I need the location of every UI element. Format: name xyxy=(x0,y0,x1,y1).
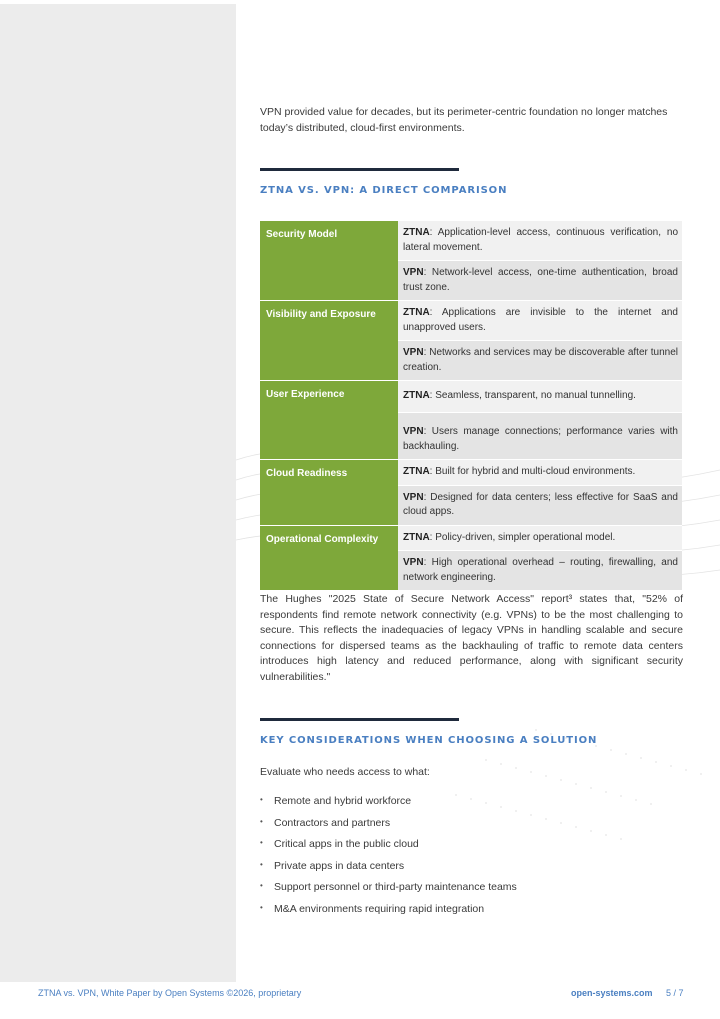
vpn-label: VPN xyxy=(403,347,424,358)
vpn-text: : High operational overhead – routing, firewalling, and network engineering. xyxy=(403,557,678,583)
ztna-text: : Applications are invisible to the internet and unapproved users. xyxy=(403,307,678,333)
ztna-label: ZTNA xyxy=(403,227,430,238)
intro-paragraph: VPN provided value for decades, but its perimeter-centric foundation no longer matches today’s distributed, cloud-first environments. xyxy=(260,106,668,134)
vpn-label: VPN xyxy=(403,491,424,503)
section-divider xyxy=(260,168,459,171)
ztna-label: ZTNA xyxy=(403,390,430,402)
category-cell: Security Model xyxy=(260,221,398,301)
footer-website-link[interactable]: open-systems.com xyxy=(571,988,653,998)
considerations-list xyxy=(260,795,517,925)
table-row xyxy=(260,381,682,413)
section-heading-comparison: ZTNA VS. VPN: A DIRECT COMPARISON xyxy=(260,185,508,196)
list-item: • Remote and hybrid workforce xyxy=(260,795,517,817)
table-row xyxy=(260,525,682,551)
table-row xyxy=(260,460,682,486)
left-sidebar-panel xyxy=(0,4,236,982)
table-row xyxy=(260,221,682,261)
vpn-text: : Designed for data centers; less effective for SaaS and cloud apps. xyxy=(403,491,678,517)
ztna-text: : Built for hybrid and multi-cloud environments. xyxy=(429,466,636,477)
section-heading-considerations: KEY CONSIDERATIONS WHEN CHOOSING A SOLUTION xyxy=(260,735,598,746)
list-item: • M&A environments requiring rapid integration xyxy=(260,903,517,925)
ztna-cell xyxy=(398,460,682,486)
list-item: • Private apps in data centers xyxy=(260,860,517,882)
ztna-text: : Application-level access, continuous verification, no lateral movement. xyxy=(403,227,678,253)
category-cell: Cloud Readiness xyxy=(260,460,398,526)
list-item: • Support personnel or third-party maintenance teams xyxy=(260,881,517,903)
comparison-table xyxy=(260,221,682,591)
vpn-text: : Users manage connections; performance varies with backhauling. xyxy=(403,426,678,452)
ztna-cell xyxy=(398,221,682,261)
category-cell: Visibility and Exposure xyxy=(260,301,398,381)
vpn-cell xyxy=(398,551,682,591)
section-divider xyxy=(260,718,459,721)
ztna-cell xyxy=(398,381,682,413)
hughes-quote-paragraph: The Hughes "2025 State of Secure Network Access" report³ states that, "52% of respondents find remote network connectivity (e.g. VPNs) to be the most challenging to secure. This reflects the inadequacies of legacy VPNs in handling scalable and secure connections for dispersed teams as the backhauling of traffic to remote data centers introduces high latency and reduced performance, along with significant security vulnerabilities." xyxy=(260,593,683,683)
vpn-cell xyxy=(398,261,682,301)
vpn-cell xyxy=(398,341,682,381)
footer-copyright: ZTNA vs. VPN, White Paper by Open Systems ©2026, proprietary xyxy=(38,988,302,998)
list-item: • Critical apps in the public cloud xyxy=(260,838,517,860)
ztna-text: : Policy-driven, simpler operational model. xyxy=(429,531,616,543)
ztna-label: ZTNA xyxy=(403,531,430,543)
vpn-label: VPN xyxy=(403,267,424,278)
category-cell: User Experience xyxy=(260,381,398,460)
vpn-cell xyxy=(398,413,682,460)
vpn-text: : Networks and services may be discoverable after tunnel creation. xyxy=(403,347,678,373)
vpn-label: VPN xyxy=(403,557,424,568)
ztna-cell xyxy=(398,525,682,551)
evaluate-intro: Evaluate who needs access to what: xyxy=(260,766,430,778)
vpn-text: : Network-level access, one-time authentication, broad trust zone. xyxy=(403,267,678,293)
vpn-label: VPN xyxy=(403,426,424,437)
list-item: • Contractors and partners xyxy=(260,817,517,839)
ztna-label: ZTNA xyxy=(403,466,430,477)
ztna-label: ZTNA xyxy=(403,307,430,318)
ztna-cell xyxy=(398,301,682,341)
table-row xyxy=(260,301,682,341)
ztna-text: : Seamless, transparent, no manual tunnelling. xyxy=(429,390,636,402)
category-cell: Operational Complexity xyxy=(260,525,398,591)
footer-page-number: 5 / 7 xyxy=(666,988,684,998)
vpn-cell xyxy=(398,485,682,525)
